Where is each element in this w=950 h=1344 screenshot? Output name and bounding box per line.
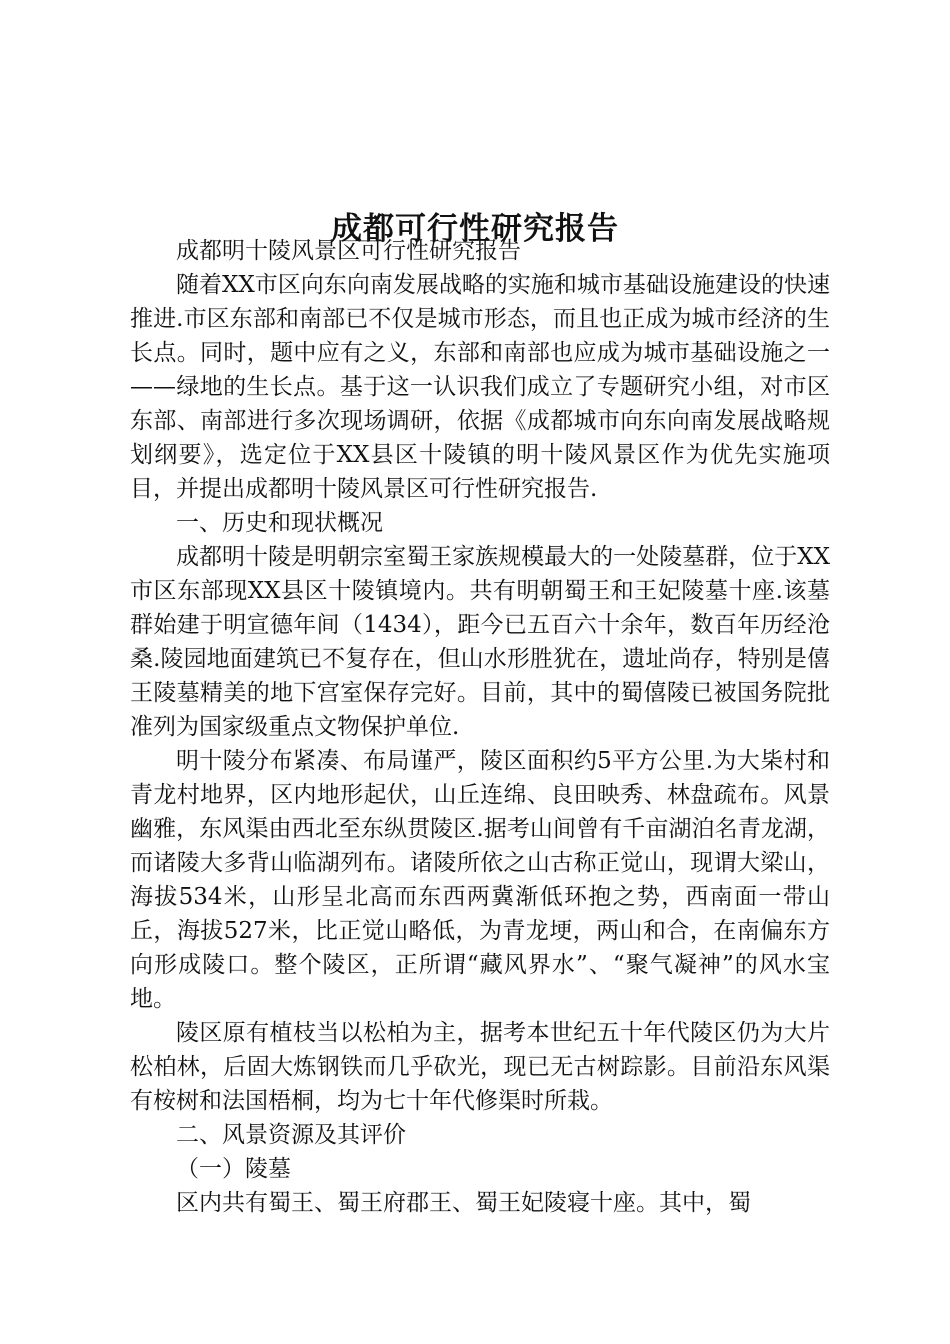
layout-paragraph: 明十陵分布紧凑、布局谨严，陵区面积约5平方公里.为大枈村和青龙村地界，区内地形起伏，山丘连绵、良田映秀、林盘疏布。风景幽雅，东风渠由西北至东纵贯陵区.据考山间曾有千亩湖泊名青龙湖，而诸陵大多背山临湖列布。诸陵所依之山古称正觉山，现谓大梁山，海拔534米，山形呈北高而东西两冀渐低环抱之势，西南面一带山丘，海拔527米，比正觉山略低，为青龙埂，两山和合，在南偏东方向形成陵口。整个陵区，正所谓“藏风界水”、“聚气凝神”的风水宝地。 [130, 748, 830, 1012]
subsection-heading-tombs: （一）陵墓 [176, 1156, 291, 1182]
subtitle-paragraph: 成都明十陵风景区可行性研究报告 [176, 238, 521, 264]
section-heading-history: 一、历史和现状概况 [176, 510, 383, 536]
history-paragraph: 成都明十陵是明朝宗室蜀王家族规模最大的一处陵墓群，位于XX市区东部现XX县区十陵镇境内。共有明朝蜀王和王妃陵墓十座.该墓群始建于明宣德年间（1434），距今已五百六十余年，数百年历经沧桑.陵园地面建筑已不复存在，但山水形胜犹在，遗址尚存，特别是僖王陵墓精美的地下宫室保存完好。目前，其中的蜀僖陵已被国务院批准列为国家级重点文物保护单位. [130, 544, 830, 740]
document-title: 成都可行性研究报告 [331, 210, 619, 247]
tombs-paragraph: 区内共有蜀王、蜀王府郡王、蜀王妃陵寝十座。其中，蜀 [176, 1190, 751, 1216]
document-body [130, 234, 830, 1220]
intro-paragraph: 随着XX市区向东向南发展战略的实施和城市基础设施建设的快速推进.市区东部和南部已不仅是城市形态，而且也正成为城市经济的生长点。同时，题中应有之义，东部和南部也应成为城市基础设施之一——绿地的生长点。基于这一认识我们成立了专题研究小组，对市区东部、南部进行多次现场调研，依据《成都城市向东向南发展战略规划纲要》，选定位于XX县区十陵镇的明十陵风景区作为优先实施项目，并提出成都明十陵风景区可行性研究报告. [130, 272, 830, 502]
section-heading-resources: 二、风景资源及其评价 [176, 1122, 406, 1148]
vegetation-paragraph: 陵区原有植枝当以松柏为主，据考本世纪五十年代陵区仍为大片松柏林，后固大炼钢铁而几乎砍光，现已无古树踪影。目前沿东风渠有桉树和法国梧桐，均为七十年代修渠时所栽。 [130, 1020, 830, 1114]
